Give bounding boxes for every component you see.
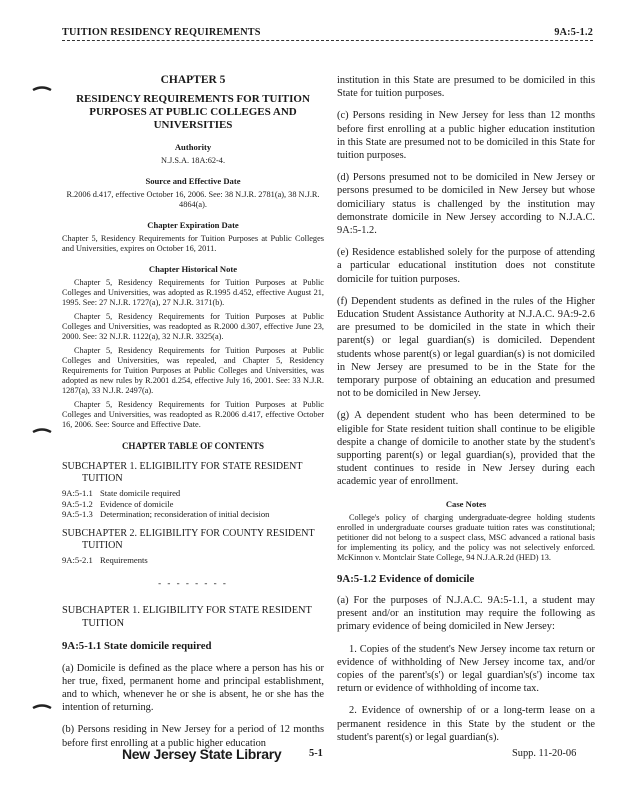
toc-entry[interactable]: 9A:5-1.2 Evidence of domicile — [62, 498, 174, 509]
paragraph-a-2: 2. Evidence of ownership of or a long-term lease on a permanent residence in this State by the student or the student's parent(s) or legal guardian(s). — [337, 705, 595, 743]
source-heading: Source and Effective Date — [145, 176, 241, 186]
paragraph-a-1: 1. Copies of the student's New Jersey income tax return or evidence of withholding of New Jersey income tax, and/or copies of the parent's(s') or legal guardian's(s') income tax return or evidence of withholding of income tax. — [337, 643, 595, 695]
case-notes-heading: Case Notes — [445, 498, 487, 509]
toc-entry[interactable]: 9A:5-2.1 Requirements — [62, 554, 148, 565]
toc-heading: CHAPTER TABLE OF CONTENTS — [121, 441, 265, 451]
running-header — [62, 27, 593, 38]
header-rule — [62, 40, 593, 41]
toc-entry[interactable]: 9A:5-1.3 Determination; reconsideration of initial decision — [62, 509, 270, 520]
header-title: TUITION RESIDENCY REQUIREMENTS — [62, 27, 261, 38]
paragraph-b: (b) Persons residing in New Jersey for a period of 12 months before first enrolling at a public higher education — [62, 724, 324, 749]
subchapter-1-heading: SUBCHAPTER 1. ELIGIBILITY FOR STATE RESIDENT TUITION — [62, 605, 312, 630]
expiration-heading: Chapter Expiration Date — [147, 220, 239, 230]
paragraph-a: (a) For the purposes of N.J.A.C. 9A:5-1.1, a student may present and/or an institution may require the following as primary evidence of being domiciled in New Jersey: — [337, 594, 595, 633]
history-note: Chapter 5, Residency Requirements for Tuition Purposes at Public Colleges and Universities, was adopted as R.1995 d.452, effective August 21, 1995. See: 27 N.J.R. 1727(a), 27 N.J.R. 3171(b). — [62, 278, 324, 307]
paragraph-b-continued: institution in this State are presumed to be domiciled in this State for tuition purposes. — [337, 75, 595, 100]
page-footer — [0, 746, 618, 766]
toc-separator: - - - - - - - - — [158, 578, 228, 589]
authority-heading: Authority — [174, 142, 212, 152]
history-heading: Chapter Historical Note — [148, 264, 238, 274]
history-note: Chapter 5, Residency Requirements for Tuition Purposes at Public Colleges and Universities, was readopted as R.2000 d.307, effective June 23, 2000. See: 32 N.J.R. 1122(a), 32 N.J.R. 3325(a). — [62, 312, 324, 341]
toc-entry[interactable]: 9A:5-1.1 State domicile required — [62, 488, 181, 499]
header-section-number: 9A:5-1.2 — [554, 27, 593, 38]
paragraph-e: (e) Residence established solely for the purpose of attending a particular educational institution does not constitute domicile for tuition purposes. — [337, 247, 595, 285]
history-note: Chapter 5, Residency Requirements for Tuition Purposes at Public Colleges and Universities, was readopted as R.2006 d.417, effective October 16, 2006. See: Source and Effective Date. — [62, 400, 324, 429]
authority-text: N.J.S.A. 18A:62-4. — [160, 156, 226, 165]
toc-subchapter-2[interactable]: SUBCHAPTER 2. ELIGIBILITY FOR COUNTY RESIDENT TUITION — [62, 527, 315, 551]
paragraph-g: (g) A dependent student who has been determined to be eligible for State resident tuition shall continue to be eligible despite a change of domicile to another state by the student's supporting parent(s) or legal guardian(s), provided that the student continues to reside in New Jersey during each academic year of enrollment. — [337, 410, 595, 488]
chapter-number: CHAPTER 5 — [160, 74, 226, 86]
chapter-title: RESIDENCY REQUIREMENTS FOR TUITION PURPOSES AT PUBLIC COLLEGES AND UNIVERSITIES — [76, 93, 310, 131]
paragraph-f: (f) Dependent students as defined in the rules of the Higher Education Student Assistance Authority at N.J.A.C. 9A:9-2.6 are presumed to be domiciled in the state in which their parent(s) or legal guardian(s) is domiciled. Dependent students whose parent(s) or legal guardian(s) is not domiciled in New Jersey are presumed to be in the State for the temporary purpose of obtaining an education and presumed not to be domiciled in New Jersey. — [337, 295, 595, 400]
paragraph-c: (c) Persons residing in New Jersey for less than 12 months before first enrolling at a public higher education institution in this State are presumed not to be domiciled in this State for tuition purposes. — [337, 110, 595, 162]
section-heading-1-1: 9A:5-1.1 State domicile required — [62, 640, 212, 653]
case-notes-text: College's policy of charging undergraduate-degree holding students enrolled in undergraduate courses graduate tuition rates was constitutional; petitioner did not belong to a suspect class, MSC advanced a rational basis for implementing its policy, and the policy was not selectively enforced. McKinnon v. Montclair State College, 94 N.J.A.R.2d (HED) 13. — [337, 512, 595, 562]
punch-hole-mark-icon — [32, 426, 52, 436]
right-column — [337, 74, 595, 753]
page-number: 5-1 — [309, 748, 323, 759]
toc-subchapter-1[interactable]: SUBCHAPTER 1. ELIGIBILITY FOR STATE RESIDENT TUITION — [62, 461, 303, 485]
section-heading-1-2: 9A:5-1.2 Evidence of domicile — [337, 572, 475, 585]
paragraph-d: (d) Persons presumed not to be domiciled in New Jersey or persons presumed to be domiciled in New Jersey but whose domiciliary status is challenged by the institution may demonstrate domicile in New Jersey according to N.J.A.C. 9A:5-1.2. — [337, 172, 595, 237]
library-stamp: New Jersey State Library — [122, 746, 282, 762]
source-text: R.2006 d.417, effective October 16, 2006. See: 38 N.J.R. 2781(a), 38 N.J.R. 4864(a). — [66, 190, 320, 209]
punch-hole-mark-icon — [32, 702, 52, 712]
expiration-text: Chapter 5, Residency Requirements for Tuition Purposes at Public Colleges and Universities, expires on October 16, 2011. — [62, 234, 324, 253]
paragraph-a: (a) Domicile is defined as the place where a person has his or her true, fixed, permanent home and principal establishment, and to which, whenever he or she is absent, he or she has the intention of returning. — [62, 662, 324, 714]
history-note: Chapter 5, Residency Requirements for Tuition Purposes at Public Colleges and Universities, was repealed, and Chapter 5, Residency Requirements for Tuition Purposes at Public Colleges and Universities, was adopted as new rules by R.2001 d.254, effective July 16, 2001. See: 33 N.J.R. 1287(a), 33 N.J.R. 2497(a). — [62, 346, 324, 395]
punch-hole-mark-icon — [32, 84, 52, 94]
supplement-date: Supp. 11-20-06 — [512, 748, 577, 759]
left-column — [62, 74, 324, 759]
